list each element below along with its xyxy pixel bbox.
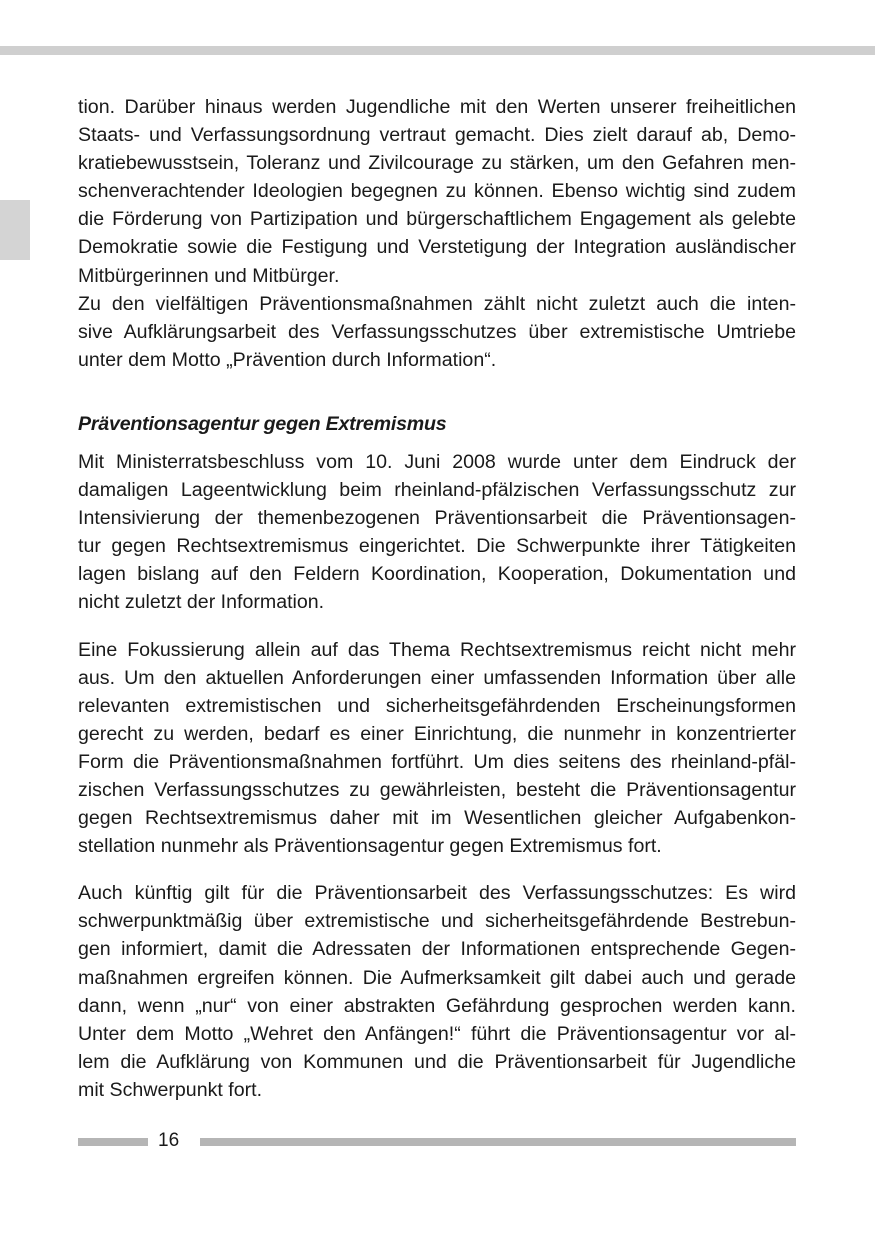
text-line: maßnahmen ergreifen können. Die Aufmerksamkeit gilt dabei auch und gerade bbox=[78, 966, 796, 989]
text-line: Demokratie sowie die Festigung und Verstetigung der Integration ausländischer bbox=[78, 236, 796, 259]
text-line: kratiebewusstsein, Toleranz und Zivilcourage zu stärken, um den Gefahren men- bbox=[78, 152, 796, 175]
text-line: sive Aufklärungsarbeit des Verfassungsschutzes über extremistische Umtriebe bbox=[78, 320, 796, 343]
text-line: damaligen Lageentwicklung beim rheinland-pfälzischen Verfassungsschutz zur bbox=[78, 479, 796, 502]
text-line: aus. Um den aktuellen Anforderungen einer umfassenden Information über alle bbox=[78, 666, 796, 689]
footer-rule-left bbox=[78, 1138, 148, 1146]
text-line: zischen Verfassungsschutzes zu gewährleisten, besteht die Präventionsagentur bbox=[78, 778, 796, 801]
text-line: mit Schwerpunkt fort. bbox=[78, 1078, 263, 1101]
paragraph bbox=[78, 448, 796, 617]
chapter-tab-marker bbox=[0, 200, 30, 260]
text-line: Mit Ministerratsbeschluss vom 10. Juni 2008 wurde unter dem Eindruck der bbox=[78, 450, 796, 473]
paragraph bbox=[78, 290, 796, 374]
text-line: tur gegen Rechtsextremismus eingerichtet. Die Schwerpunkte ihrer Tätigkeiten bbox=[78, 535, 796, 558]
paragraph bbox=[78, 879, 796, 1104]
text-line: lagen bislang auf den Feldern Koordination, Kooperation, Dokumentation und bbox=[78, 563, 796, 586]
text-line: Form die Präventionsmaßnahmen fortführt. Um dies seitens des rheinland-pfäl- bbox=[78, 750, 796, 773]
text-line: die Förderung von Partizipation und bürgerschaftlichem Engagement als gelebte bbox=[78, 208, 796, 231]
footer-rule-right bbox=[200, 1138, 796, 1146]
text-line: gen informiert, damit die Adressaten der Informationen entsprechende Gegen- bbox=[78, 938, 796, 961]
paragraph bbox=[78, 636, 796, 861]
page-footer bbox=[78, 1126, 796, 1156]
text-line: stellation nunmehr als Präventionsagentur gegen Extremismus fort. bbox=[78, 835, 662, 858]
body-text bbox=[78, 93, 796, 1104]
header-rule bbox=[0, 46, 875, 55]
text-line: schenverachtender Ideologien begegnen zu können. Ebenso wichtig sind zudem bbox=[78, 180, 796, 203]
text-line: dann, wenn „nur“ von einer abstrakten Gefährdung gesprochen werden kann. bbox=[78, 994, 796, 1017]
text-line: gegen Rechtsextremismus daher mit im Wesentlichen gleicher Aufgabenkon- bbox=[78, 807, 796, 830]
text-line: Mitbürgerinnen und Mitbürger. bbox=[78, 264, 340, 287]
text-line: lem die Aufklärung von Kommunen und die Präventionsarbeit für Jugendliche bbox=[78, 1050, 796, 1073]
text-line: gerecht zu werden, bedarf es einer Einrichtung, die nunmehr in konzentrierter bbox=[78, 722, 796, 745]
text-line: Staats- und Verfassungsordnung vertraut gemacht. Dies zielt darauf ab, Demo- bbox=[78, 124, 796, 147]
text-line: Unter dem Motto „Wehret den Anfängen!“ führt die Präventionsagentur vor al- bbox=[78, 1022, 796, 1045]
paragraph bbox=[78, 93, 796, 290]
text-line: Zu den vielfältigen Präventionsmaßnahmen zählt nicht zuletzt auch die inten- bbox=[78, 292, 796, 315]
section-heading: Präventionsagentur gegen Extremismus bbox=[78, 412, 447, 435]
text-line: Intensivierung der themenbezogenen Präventionsarbeit die Präventionsagen- bbox=[78, 507, 796, 530]
text-line: schwerpunktmäßig über extremistische und sicherheitsgefährdende Bestrebun- bbox=[78, 910, 796, 933]
page-number: 16 bbox=[158, 1130, 180, 1151]
text-line: Auch künftig gilt für die Präventionsarbeit des Verfassungsschutzes: Es wird bbox=[78, 882, 796, 905]
text-line: relevanten extremistischen und sicherheitsgefährdenden Erscheinungsformen bbox=[78, 694, 796, 717]
text-line: nicht zuletzt der Information. bbox=[78, 591, 325, 614]
text-line: tion. Darüber hinaus werden Jugendliche mit den Werten unserer freiheitlichen bbox=[78, 96, 796, 118]
text-line: unter dem Motto „Prävention durch Information“. bbox=[78, 348, 497, 371]
text-line: Eine Fokussierung allein auf das Thema Rechtsextremismus reicht nicht mehr bbox=[78, 638, 796, 661]
